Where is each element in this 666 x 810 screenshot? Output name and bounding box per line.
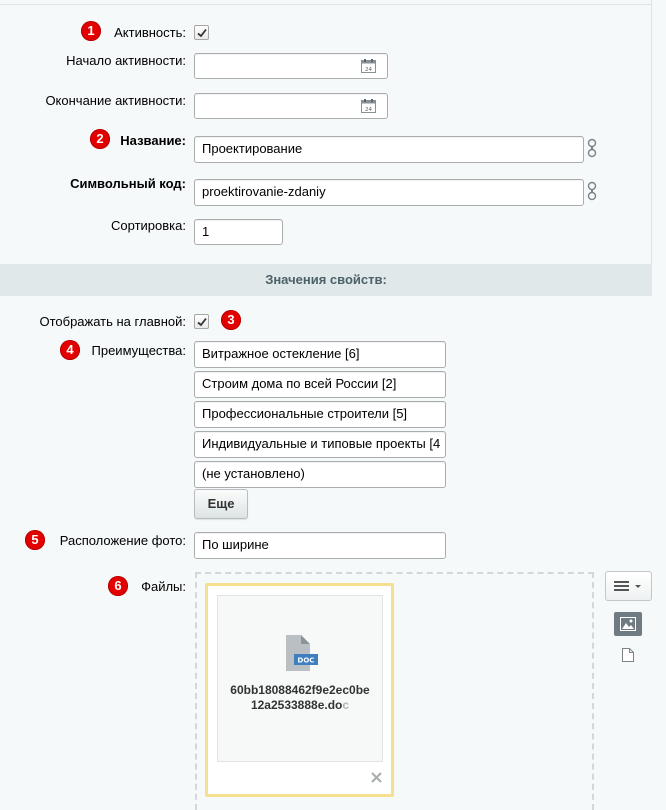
svg-text:DOC: DOC	[297, 656, 315, 665]
start-label: Начало активности:	[66, 53, 186, 68]
top-divider	[0, 4, 652, 5]
checkmark-icon	[196, 316, 208, 328]
badge-2: 2	[90, 129, 110, 149]
start-date-input[interactable]	[194, 53, 388, 79]
file-name: 60bb18088462f9e2ec0be 12a2533888e.doc	[230, 683, 370, 712]
svg-text:24: 24	[365, 107, 372, 113]
code-input[interactable]: proektirovanie-zdaniy	[194, 179, 584, 206]
close-icon[interactable]	[371, 772, 382, 783]
image-icon	[620, 617, 636, 631]
checkmark-icon	[196, 27, 208, 39]
right-divider	[651, 0, 652, 264]
advantage-select[interactable]: Индивидуальные и типовые проекты [4	[194, 431, 446, 458]
badge-4: 4	[60, 340, 80, 360]
badge-1: 1	[81, 21, 101, 41]
code-label: Символьный код:	[70, 176, 186, 191]
photo-position-select[interactable]: По ширине	[194, 532, 446, 559]
translit-icon[interactable]	[586, 180, 598, 202]
badge-6: 6	[108, 576, 128, 596]
more-button[interactable]: Еще	[194, 489, 248, 519]
show-main-checkbox[interactable]	[194, 314, 209, 329]
file-preview	[217, 595, 383, 762]
files-label: Файлы:	[141, 579, 186, 594]
photo-position-label: Расположение фото:	[59, 533, 186, 548]
calendar-icon[interactable]	[361, 99, 376, 113]
show-main-label: Отображать на главной:	[39, 314, 186, 329]
advantage-select[interactable]: Профессиональные строители [5]	[194, 401, 446, 428]
advantage-select[interactable]: Витражное остекление [6]	[194, 341, 446, 368]
name-input[interactable]: Проектирование	[194, 136, 584, 163]
calendar-icon[interactable]	[361, 59, 376, 73]
advantage-select[interactable]: (не установлено)	[194, 461, 446, 488]
end-label: Окончание активности:	[45, 93, 186, 108]
active-checkbox[interactable]	[194, 25, 209, 40]
section-title: Значения свойств:	[265, 272, 387, 287]
image-view-button[interactable]	[614, 612, 642, 636]
hamburger-dropdown-icon	[614, 580, 644, 592]
svg-text:24: 24	[365, 67, 372, 73]
advantages-label: Преимущества:	[91, 343, 186, 358]
active-label: Активность:	[114, 25, 186, 40]
translit-icon[interactable]	[586, 137, 598, 159]
name-label: Название:	[120, 133, 186, 148]
badge-5: 5	[25, 530, 45, 550]
sort-input[interactable]: 1	[194, 219, 283, 245]
sort-label: Сортировка:	[111, 218, 186, 233]
file-view-icon[interactable]	[622, 648, 634, 662]
advantage-select[interactable]: Строим дома по всей России [2]	[194, 371, 446, 398]
doc-file-icon	[284, 635, 318, 671]
badge-3: 3	[221, 310, 241, 330]
end-date-input[interactable]	[194, 93, 388, 119]
